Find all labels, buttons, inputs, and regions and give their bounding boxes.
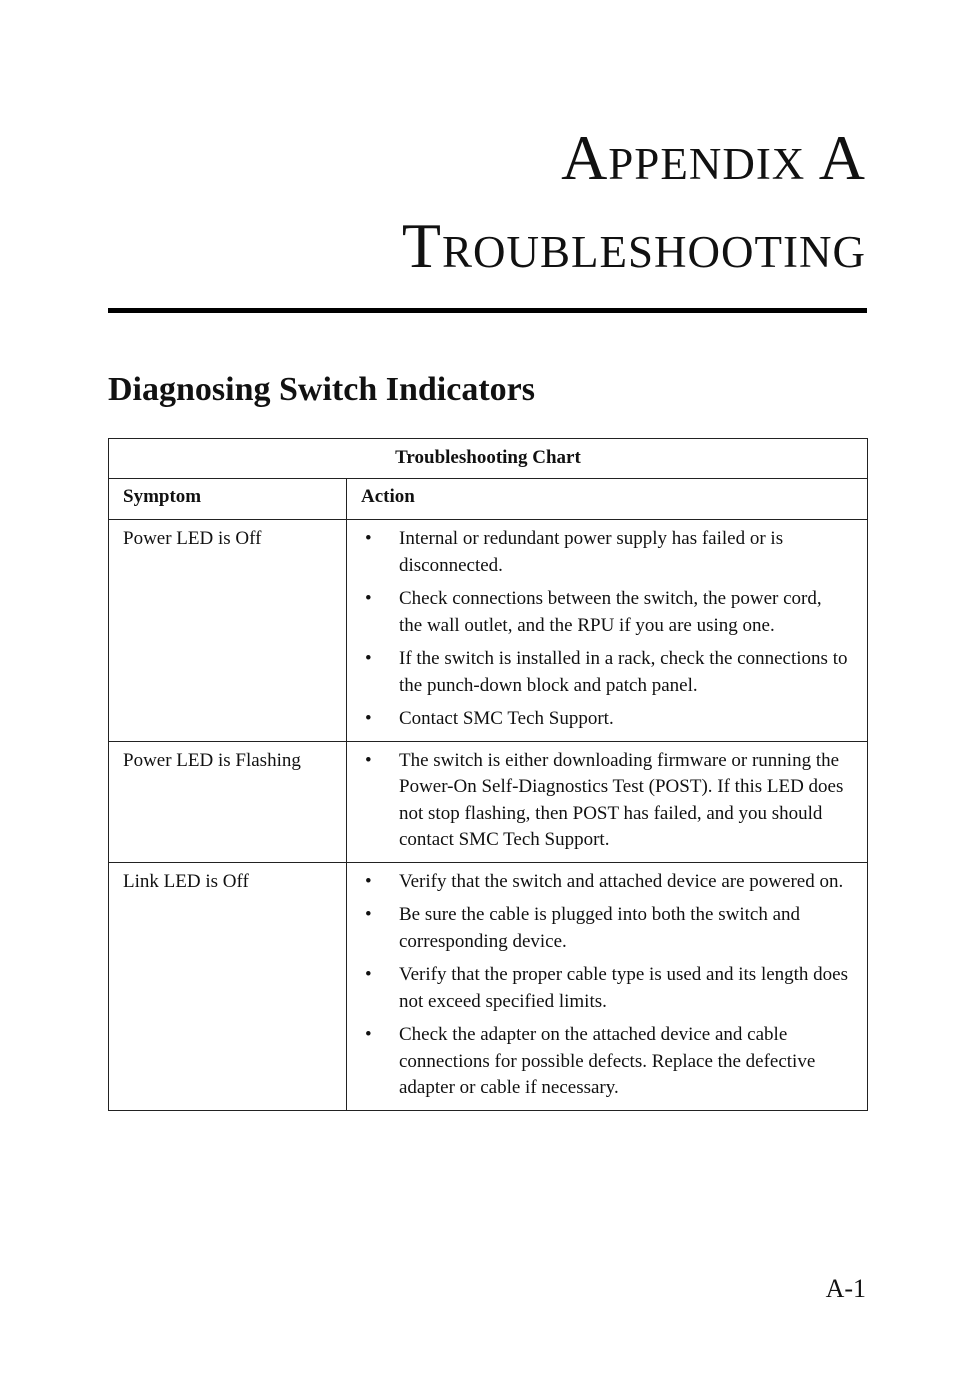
action-item [361, 902, 849, 955]
symptom-cell: Link LED is Off [109, 862, 347, 1110]
section-heading: Diagnosing Switch Indicators [108, 371, 535, 408]
symptom-cell: Power LED is Off [109, 520, 347, 742]
column-header-symptom: Symptom [109, 479, 347, 520]
page-number: A-1 [825, 1274, 866, 1303]
action-text: The switch is either downloading firmware or running the Power-On Self-Diagnostics Test (POST). If this LED does not stop flashing, then POST has failed, and you should contact SMC Tech Support. [399, 749, 844, 850]
action-item [361, 586, 849, 639]
action-text: If the switch is installed in a rack, check the connections to the punch-down block and patch panel. [399, 648, 848, 696]
action-cell [347, 862, 868, 1110]
action-list [361, 526, 849, 733]
table-row [109, 741, 868, 862]
bullet-icon: • [365, 964, 372, 985]
action-item [361, 1022, 849, 1102]
title-rule [108, 308, 867, 313]
bullet-icon: • [365, 870, 372, 892]
column-header-action: Action [347, 479, 868, 520]
bullet-icon: • [365, 528, 372, 549]
action-cell [347, 520, 868, 742]
action-cell [347, 741, 868, 862]
table-caption: Troubleshooting Chart [109, 439, 868, 479]
chapter-title: Troubleshooting [401, 210, 866, 281]
action-list [361, 748, 849, 854]
bullet-icon: • [365, 904, 372, 925]
appendix-label: Appendix A [561, 122, 866, 193]
action-item [361, 646, 849, 699]
action-item [361, 526, 849, 579]
table-row [109, 862, 868, 1110]
bullet-icon: • [365, 1024, 372, 1045]
action-text: Verify that the switch and attached device are powered on. [399, 870, 844, 892]
action-text: Internal or redundant power supply has failed or is disconnected. [399, 528, 784, 576]
action-item [361, 869, 849, 896]
troubleshooting-table [108, 438, 868, 1111]
action-item [361, 748, 849, 854]
bullet-icon: • [365, 708, 372, 729]
action-item [361, 706, 849, 733]
action-text: Check the adapter on the attached device and cable connections for possible defects. Replace the defective adapter or cable if necessary. [399, 1024, 816, 1098]
bullet-icon: • [365, 749, 372, 771]
action-text: Verify that the proper cable type is used and its length does not exceed specified limits. [399, 964, 849, 1012]
bullet-icon: • [365, 648, 372, 669]
symptom-cell: Power LED is Flashing [109, 741, 347, 862]
bullet-icon: • [365, 588, 372, 609]
action-text: Be sure the cable is plugged into both the switch and corresponding device. [399, 904, 801, 952]
table-row [109, 520, 868, 742]
action-text: Check connections between the switch, the power cord, the wall outlet, and the RPU if you are using one. [399, 588, 822, 636]
action-list [361, 869, 849, 1102]
action-item [361, 962, 849, 1015]
action-text: Contact SMC Tech Support. [399, 708, 614, 729]
